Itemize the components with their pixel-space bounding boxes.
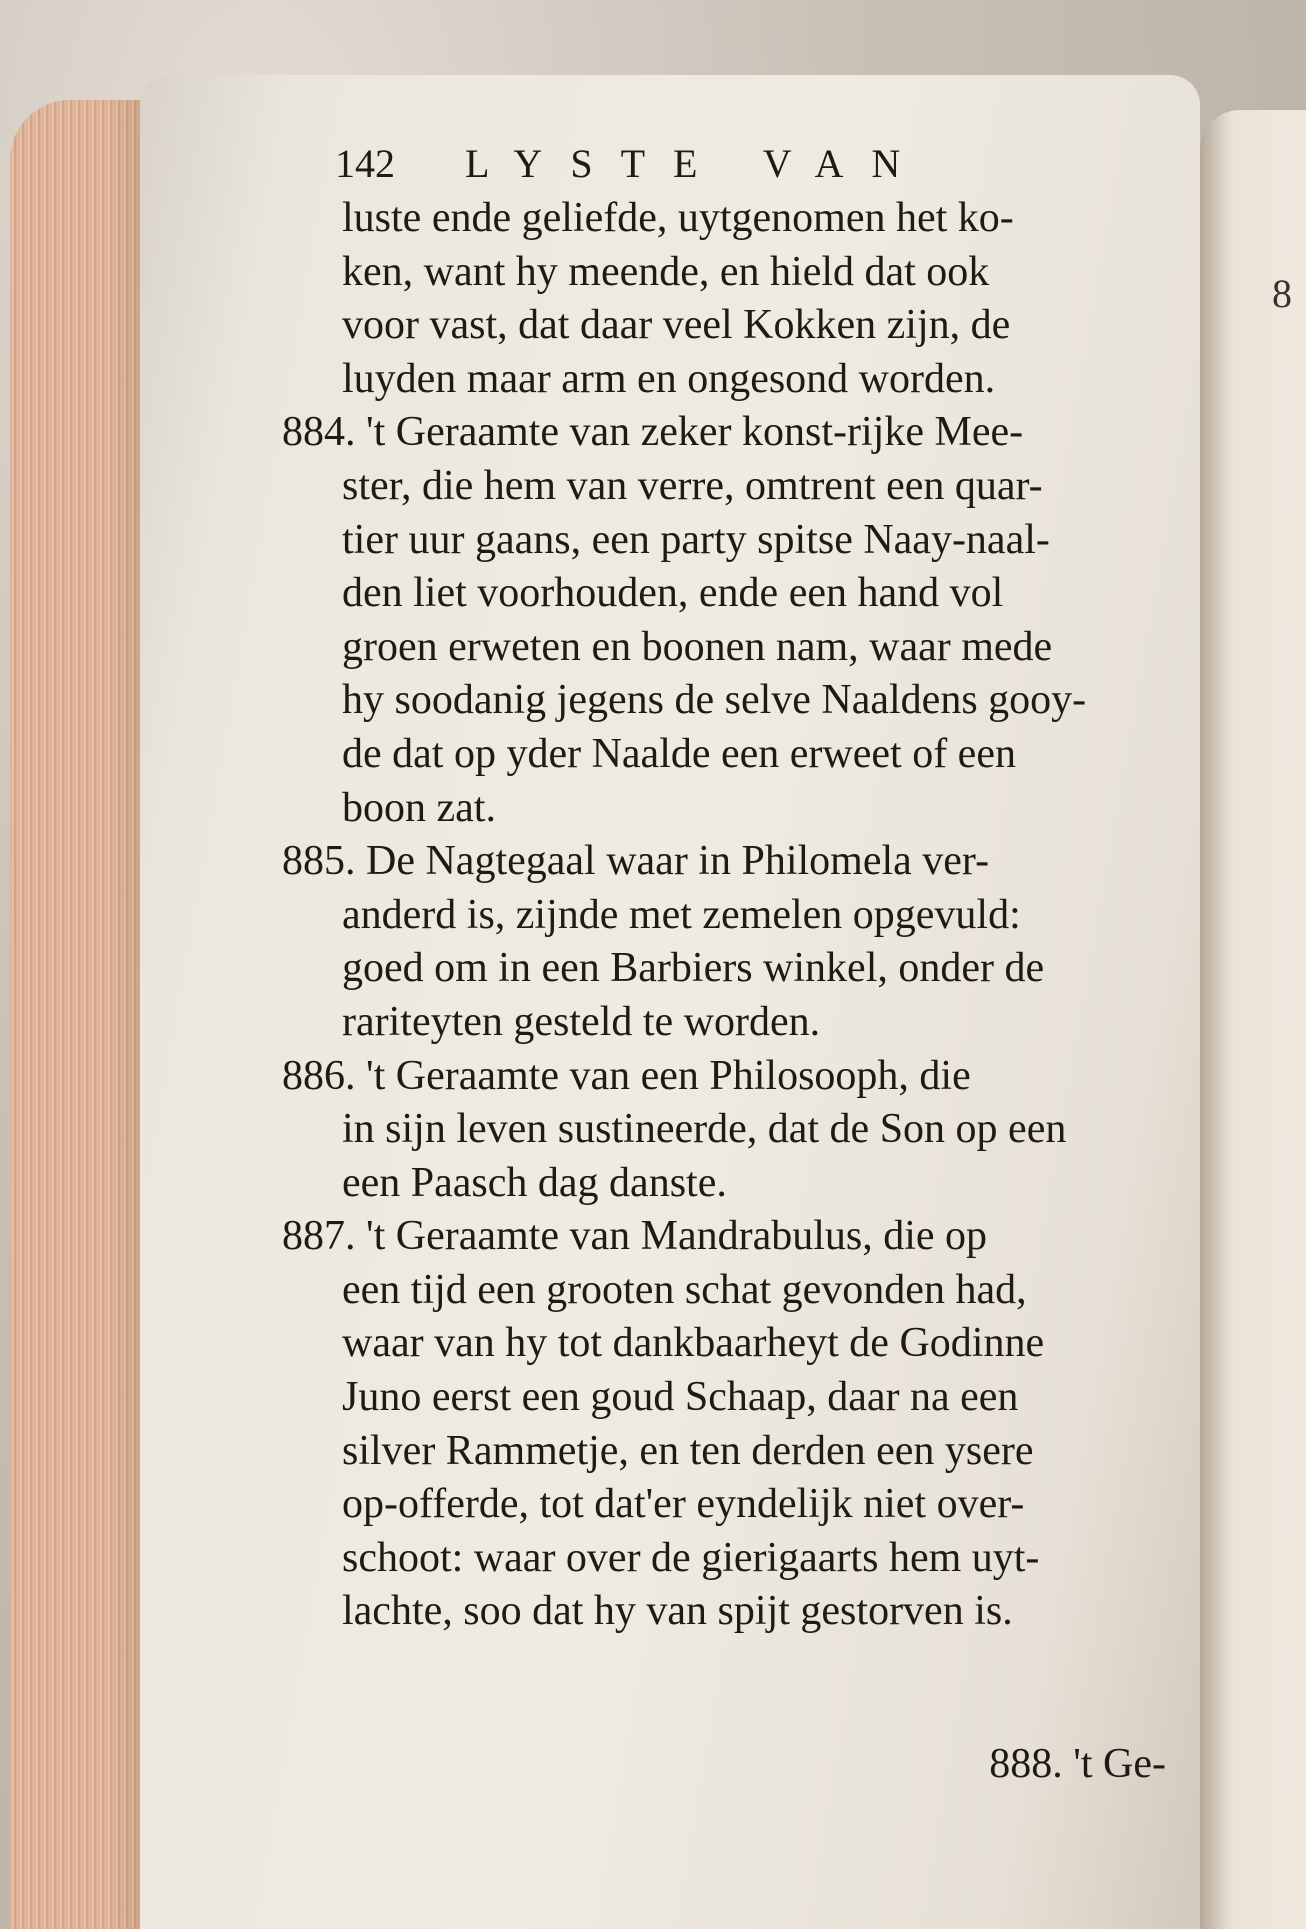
- text-line: voor vast, dat daar veel Kokken zijn, de: [342, 302, 1011, 349]
- text-line: waar van hy tot dankbaarheyt de Godinne: [342, 1320, 1045, 1367]
- text-line: 886. 't Geraamte van een Philosooph, die: [282, 1052, 971, 1099]
- text-line: anderd is, zijnde met zemelen opgevuld:: [342, 891, 1021, 938]
- text-line: ken, want hy meende, en hield dat ook: [342, 248, 990, 295]
- text-line: silver Rammetje, en ten derden een ysere: [342, 1427, 1034, 1474]
- text-line: schoot: waar over de gierigaarts hem uyt-: [342, 1534, 1040, 1581]
- text-line: luyden maar arm en ongesond worden.: [342, 355, 996, 402]
- text-line: op-offerde, tot dat'er eyndelijk niet over-: [342, 1481, 1025, 1528]
- text-line: ster, die hem van verre, omtrent een quar-: [342, 462, 1043, 509]
- text-line: hy soodanig jegens de selve Naaldens gooy-: [342, 677, 1087, 724]
- text-line: den liet voorhouden, ende een hand vol: [342, 570, 1004, 617]
- facing-page-text: 8: [1272, 271, 1292, 316]
- facing-page: [1200, 110, 1306, 1929]
- text-line: boon zat.: [342, 784, 496, 831]
- text-line: 884. 't Geraamte van zeker konst-rijke Mee-: [282, 409, 1024, 456]
- text-line: tier uur gaans, een party spitse Naay-naal-: [342, 516, 1050, 563]
- text-line: een Paasch dag danste.: [342, 1159, 727, 1206]
- page-number: 142: [335, 141, 395, 186]
- text-line: in sijn leven sustineerde, dat de Son op een: [342, 1106, 1067, 1153]
- catchword: 888. 't Ge-: [989, 1741, 1166, 1787]
- body-text: [282, 192, 1142, 1639]
- text-line: een tijd een grooten schat gevonden had,: [342, 1266, 1027, 1313]
- text-line: rariteyten gesteld te worden.: [342, 998, 821, 1045]
- text-line: Juno eerst een goud Schaap, daar na een: [342, 1374, 1019, 1421]
- text-line: 885. De Nagtegaal waar in Philomela ver-: [282, 838, 990, 885]
- running-title: LYSTE VAN: [465, 141, 929, 186]
- text-line: lachte, soo dat hy van spijt gestorven is.: [342, 1588, 1013, 1635]
- text-line: groen erweten en boonen nam, waar mede: [342, 623, 1053, 670]
- running-head: [335, 140, 1055, 187]
- text-line: goed om in een Barbiers winkel, onder de: [342, 945, 1045, 992]
- text-line: de dat op yder Naalde een erweet of een: [342, 730, 1016, 777]
- text-line: 887. 't Geraamte van Mandrabulus, die op: [282, 1213, 988, 1260]
- text-line: luste ende geliefde, uytgenomen het ko-: [342, 195, 1014, 241]
